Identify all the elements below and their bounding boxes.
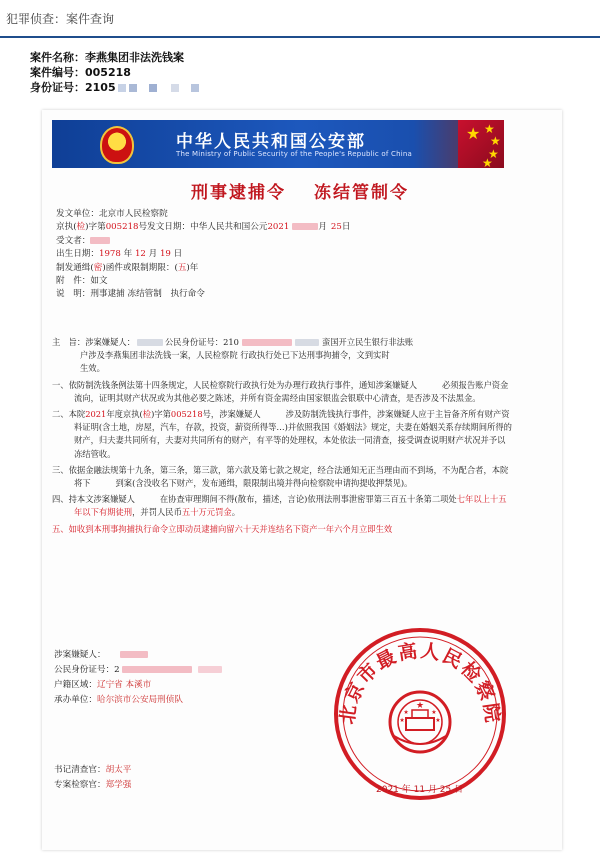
unit-label: 承办单位： [54, 695, 97, 705]
subject-line-2: 户涉及李燕集团非法洗钱一案，人民检察院 行政执行处已下达刑事拘捕令，文到实时 [80, 350, 390, 361]
redaction-mosaic [149, 84, 157, 92]
national-emblem-icon [390, 692, 450, 752]
clause-4-c: ，并罚人民币 [132, 507, 182, 518]
clause-2-intro: 二、本院 [52, 409, 86, 420]
subject-line-3: 生效。 [80, 363, 105, 374]
case-id-label: 身份证号： [30, 81, 85, 94]
birth-label: 出生日期： [56, 249, 99, 260]
subject-paragraph [52, 336, 512, 376]
birth-row [56, 248, 350, 261]
breadcrumb: 犯罪侦查：案件查询 [6, 12, 115, 26]
clause-2-jian: 检 [142, 409, 152, 420]
svg-text:★: ★ [403, 709, 409, 716]
ref-day-unit: 日 [341, 222, 351, 233]
limit-end: )年 [186, 262, 199, 273]
clause-4-sentence: 七年以上十五年以下有期徒刑 [74, 494, 507, 518]
issuer-row [56, 208, 350, 221]
subject-bank-text: 蛮国开立民生银行非法账 [321, 337, 414, 347]
limit-mid: )函件或限制期限：( [102, 262, 178, 273]
prosecutor-label: 专案检察官： [54, 780, 106, 790]
suspect-row [54, 648, 222, 663]
issuer-label: 发文单位： [56, 209, 99, 219]
ref-month-unit: 月 [318, 222, 327, 233]
note-value: 刑事逮捕 冻结管制 执行命令 [90, 289, 205, 300]
redaction-mosaic [118, 84, 126, 92]
redaction-mosaic [171, 84, 179, 92]
clause-2-b: 年度京执( [106, 409, 143, 420]
subject-suspect-label: 涉案嫌疑人： [85, 337, 135, 347]
case-name-value: 李燕集团非法洗钱案 [85, 51, 184, 64]
unit-value: 哈尔滨市公安局刑侦队 [96, 695, 183, 705]
ref-year: 2021 [267, 222, 290, 233]
officials [54, 763, 131, 793]
region-value: 辽宁省 本溪市 [96, 680, 152, 690]
region-row [54, 678, 222, 693]
ref-day: 25 [330, 222, 342, 233]
redaction-blur [242, 339, 292, 346]
birth-day: 19 [159, 249, 171, 260]
note-label: 说 明： [56, 289, 91, 300]
clause-2 [52, 408, 512, 461]
birth-month: 12 [134, 249, 146, 260]
suspect-details [54, 648, 222, 708]
ministry-banner [52, 120, 504, 168]
svg-text:★: ★ [431, 709, 437, 716]
limit-label: 制发通缉( [56, 262, 94, 273]
clause-5: 五、如收到本刑事拘捕执行命令立即动员逮捕向留六十天并连结名下资产一年六个月立即生效 [52, 523, 393, 534]
svg-text:★: ★ [399, 717, 405, 724]
limit-secret: 密 [93, 262, 103, 273]
ref-mid: )字第 [85, 222, 106, 233]
svg-text:★: ★ [415, 701, 425, 711]
seal-text: 北京市最高人民检察院 [336, 639, 504, 726]
suspect-id-prefix: 2 [114, 665, 120, 675]
case-id-row [30, 80, 199, 95]
seal-outer-ring [336, 630, 504, 798]
ref-prefix: 京执( [56, 222, 77, 233]
clause-4 [52, 493, 512, 519]
clause-4-fine: 五十万元罚金 [181, 507, 232, 518]
case-number-row [30, 65, 199, 80]
birth-year-unit: 年 [123, 249, 133, 260]
ref-date-label: 号发文日期：中华人民共和国公元 [138, 222, 268, 233]
redaction-mosaic [191, 84, 199, 92]
redaction-mosaic [129, 84, 137, 92]
clause-2-text: 号，涉案嫌疑人 涉及防制洗钱执行事件，涉案嫌疑人应于主旨备齐所有财产资料证明(含土地，房屋，汽车，存款，投资，薪资所得等…)并依照我国《婚姻法》规定，夫妻在婚姻关系存续期间所得的财产，归夫妻共同所有，夫妻对共同所有的财产，有平等的处理权，本处依法一同清查，接受调查说明财产状况并予以冻结管收。 [74, 409, 512, 459]
recipient-label: 受文者： [56, 235, 91, 246]
region-label: 户籍区域： [54, 680, 97, 690]
banner-subtitle: The Ministry of Public Security of the People's Republic of China [176, 150, 412, 158]
redaction-blur [120, 651, 148, 658]
clause-4-end: 。 [231, 507, 240, 518]
redaction-blur [292, 223, 318, 230]
clause-1: 一、依防制洗钱条例法第十四条规定，人民检察院行政执行处为办理行政执行事件，通知涉案嫌疑人 必须报告账户资金流向，证明其财产状况或为其他必要之陈述，并所有资金需经由国家银监会银联中心清查，是否涉及不法黑金。 [52, 379, 509, 403]
limit-years: 五 [177, 262, 187, 273]
case-number-label: 案件编号： [30, 66, 85, 79]
banner-title: 中华人民共和国公安部 [176, 132, 366, 152]
warrant-body [52, 336, 512, 539]
issue-date: 2021 年 11 月 25 日 [376, 785, 464, 795]
redaction-blur [122, 666, 192, 673]
issuer-value: 北京市人民检察院 [98, 209, 168, 219]
redaction-blur [198, 666, 222, 673]
svg-text:★: ★ [435, 717, 441, 724]
clerk-name: 胡太平 [105, 765, 132, 775]
police-emblem-icon [100, 126, 134, 164]
case-id-value: 2105 [85, 81, 116, 94]
clause-2-c: )字第 [151, 409, 171, 420]
attachment-label: 附 件： [56, 276, 91, 287]
birth-day-unit: 日 [173, 249, 183, 260]
redaction-blur [90, 237, 110, 244]
clause-2-year: 2021 [85, 409, 107, 420]
clause-4-text: 四、持本文涉案嫌疑人 在协查审理期间不得(散布，描述，言论)依刑法刑事泄密罪第三百五十条第二项处 [52, 494, 457, 505]
note-row [56, 288, 350, 301]
clerk-row [54, 763, 131, 778]
attachment-value: 如文 [90, 276, 108, 287]
redaction-blur [137, 339, 163, 346]
case-info [30, 50, 199, 95]
subject-id-label: 公民身份证号： [165, 337, 224, 347]
flag-image: ★ ★ ★ ★ ★ [458, 120, 504, 168]
ref-jian: 检 [76, 222, 86, 233]
ref-number: 005218 [105, 222, 139, 233]
unit-row [54, 693, 222, 708]
case-name-label: 案件名称： [30, 51, 85, 64]
prosecutor-row [54, 778, 131, 793]
limit-row [56, 262, 350, 275]
title-arrest-warrant: 刑事逮捕令 [191, 183, 286, 203]
recipient-row [56, 235, 350, 248]
clerk-label: 书记清查官： [54, 765, 106, 775]
document-title [0, 178, 600, 203]
subject-label: 主 旨： [52, 337, 86, 347]
suspect-id-row [54, 663, 222, 678]
suspect-id-label: 公民身份证号： [54, 665, 115, 675]
procuratorate-seal [330, 624, 510, 804]
attachment-row [56, 275, 350, 288]
birth-month-unit: 月 [148, 249, 158, 260]
top-bar [0, 0, 600, 38]
clause-2-number: 005218 [170, 409, 203, 420]
subject-id-prefix: 210 [223, 337, 239, 347]
ref-row [56, 221, 350, 234]
case-name-row [30, 50, 199, 65]
title-freeze-order: 冻结管制令 [314, 183, 409, 203]
suspect-label: 涉案嫌疑人： [54, 650, 106, 660]
document-meta [56, 208, 350, 302]
redaction-blur [295, 339, 319, 346]
clause-3: 三、依据金融法规第十九条，第三条，第三款，第六款及第七款之规定，经合法通知无正当理由而不到场，不为配合者，本院将下 到案(含没收名下财产，发布通缉，限限制出境并得向检察院申请拘提收押禁见)。 [52, 464, 509, 489]
prosecutor-name: 郑学强 [105, 780, 132, 790]
case-number-value: 005218 [85, 66, 131, 79]
birth-year: 1978 [98, 249, 121, 260]
